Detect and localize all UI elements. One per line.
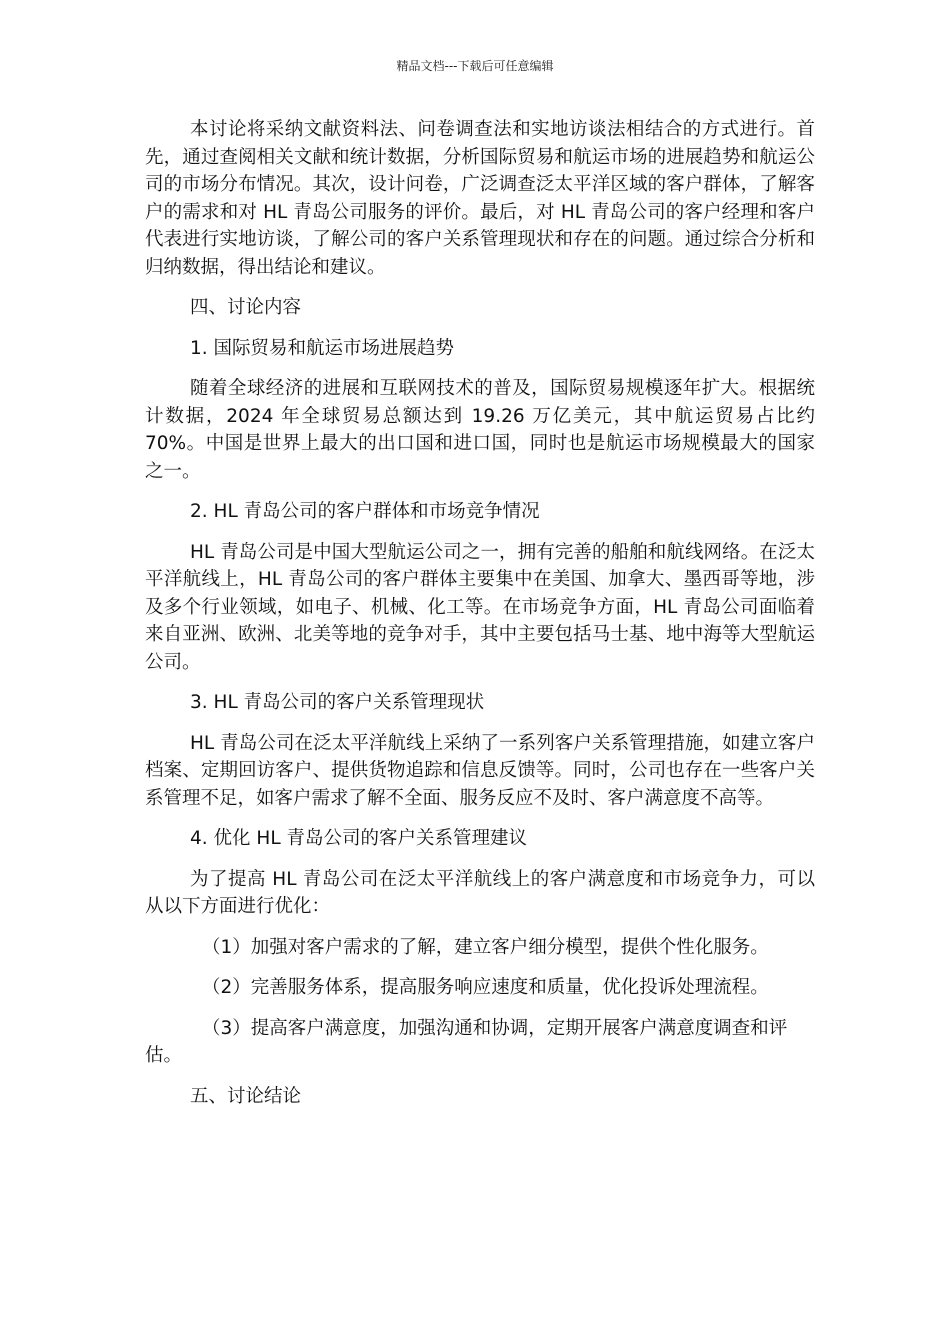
subheading-crm-suggestions: 4. 优化 HL 青岛公司的客户关系管理建议 xyxy=(190,828,528,849)
suggestion-item-3: （3）提高客户满意度，加强沟通和协调，定期开展客户满意度调查和评估。 xyxy=(145,1017,788,1066)
trade-trend-paragraph: 随着全球经济的进展和互联网技术的普及，国际贸易规模逐年扩大。根据统计数据，2024 年全球贸易总额达到 19.26 万亿美元，其中航运贸易占比约 70%。中国是世界上最大的出口国和进口国，同时也是航运市场规模最大的国家之一。 xyxy=(145,378,815,482)
suggestions-intro-paragraph: 为了提高 HL 青岛公司在泛太平洋航线上的客户满意度和市场竞争力，可以从以下方面进行优化： xyxy=(145,868,815,917)
subheading-crm-status: 3. HL 青岛公司的客户关系管理现状 xyxy=(190,692,485,713)
suggestion-item-2: （2）完善服务体系，提高服务响应速度和质量，优化投诉处理流程。 xyxy=(202,977,769,998)
customer-group-paragraph: HL 青岛公司是中国大型航运公司之一，拥有完善的船舶和航线网络。在泛太平洋航线上，HL 青岛公司的客户群体主要集中在美国、加拿大、墨西哥等地，涉及多个行业领域，如电子、机械、化工等。在市场竞争方面，HL 青岛公司面临着来自亚洲、欧洲、北美等地的竞争对手，其中主要包括马士基、地中海等大型航运公司。 xyxy=(145,541,815,673)
page-header: 精品文档---下载后可任意编辑 xyxy=(396,59,554,73)
subheading-customer-group: 2. HL 青岛公司的客户群体和市场竞争情况 xyxy=(190,501,540,522)
method-paragraph: 本讨论将采纳文献资料法、问卷调查法和实地访谈法相结合的方式进行。首先，通过查阅相关文献和统计数据，分析国际贸易和航运市场的进展趋势和航运公司的市场分布情况。其次，设计问卷，广泛调查泛太平洋区域的客户群体，了解客户的需求和对 HL 青岛公司服务的评价。最后，对 HL 青岛公司的客户经理和客户代表进行实地访谈，了解公司的客户关系管理现状和存在的问题。通过综合分析和归纳数据，得出结论和建议。 xyxy=(145,119,815,278)
crm-status-paragraph: HL 青岛公司在泛太平洋航线上采纳了一系列客户关系管理措施，如建立客户档案、定期回访客户、提供货物追踪和信息反馈等。同时，公司也存在一些客户关系管理不足，如客户需求了解不全面、服务反应不及时、客户满意度不高等。 xyxy=(145,732,815,809)
document-body xyxy=(145,116,815,1123)
section-heading-research-content: 四、讨论内容 xyxy=(190,297,302,318)
subheading-trade-trend: 1. 国际贸易和航运市场进展趋势 xyxy=(190,337,455,359)
section-heading-conclusion: 五、讨论结论 xyxy=(190,1085,302,1107)
suggestion-item-1: （1）加强对客户需求的了解，建立客户细分模型，提供个性化服务。 xyxy=(202,936,769,958)
